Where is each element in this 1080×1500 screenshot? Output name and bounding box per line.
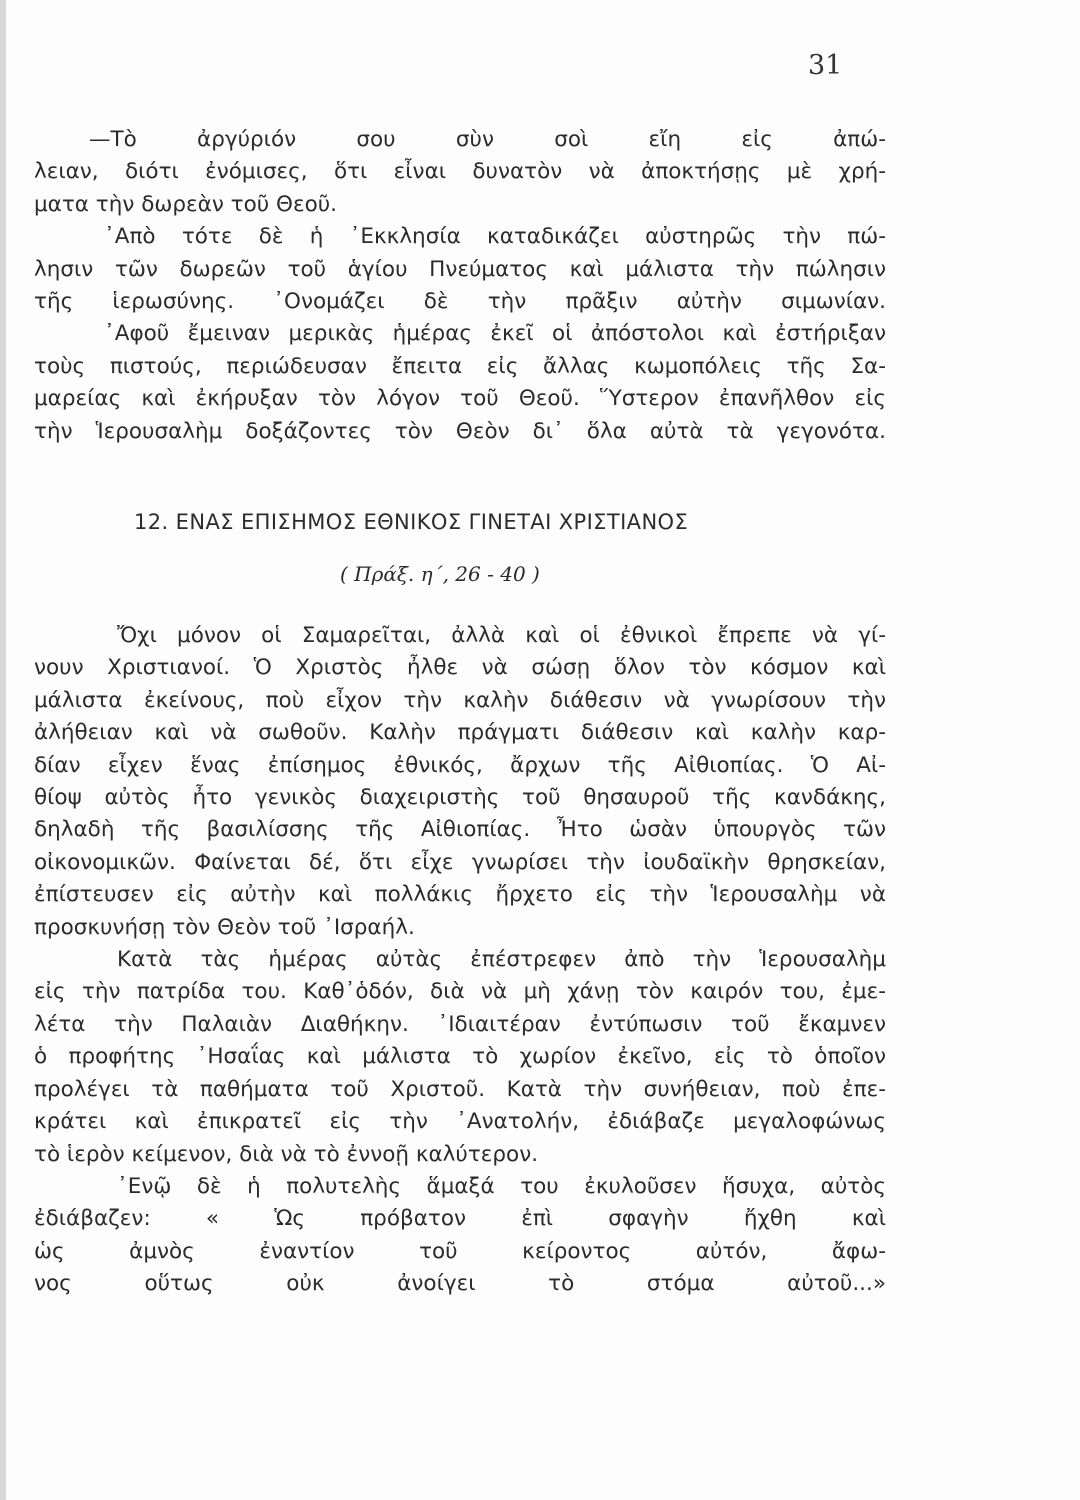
- text-block-intro: [34, 124, 886, 448]
- text-line: ᾿Ενῷ δὲ ἡ πολυτελὴς ἅμαξά του ἐκυλοῦσεν ἥσυχα, αὐτὸς: [117, 1173, 886, 1199]
- text-line: οἰκονομικῶν. Φαίνεται δέ, ὅτι εἶχε γνωρίσει τὴν ἰουδαϊκὴν θρησκείαν,: [34, 849, 886, 875]
- page-number: 31: [808, 50, 843, 81]
- text-line: νος οὕτως οὐκ ἀνοίγει τὸ στόμα αὐτοῦ...»: [34, 1271, 886, 1297]
- text-line: ματα τὴν δωρεὰν τοῦ Θεοῦ.: [34, 191, 338, 217]
- text-line: ἐπίστευσεν εἰς αὐτὴν καὶ πολλάκις ἤρχετο εἰς τὴν Ἱερουσαλὴμ νὰ: [34, 882, 886, 908]
- text-line: μαρείας καὶ ἐκήρυξαν τὸν λόγον τοῦ Θεοῦ. Ὕστερον ἐπανῆλθον εἰς: [34, 386, 886, 412]
- text-line: λέτα τὴν Παλαιὰν Διαθήκην. ᾿Ιδιαιτέραν ἐντύπωσιν τοῦ ἔκαμνεν: [34, 1011, 886, 1037]
- text-block-main: [34, 620, 886, 1301]
- text-line: λειαν, διότι ἐνόμισες, ὅτι εἶναι δυνατὸν νὰ ἀποκτήσῃς μὲ χρή-: [34, 159, 886, 185]
- text-line: τὸ ἱερὸν κείμενον, διὰ νὰ τὸ ἐννοῇ καλύτερον.: [34, 1141, 539, 1167]
- text-line: ᾿Αφοῦ ἔμειναν μερικὰς ἡμέρας ἐκεῖ οἱ ἀπόστολοι καὶ ἐστήριξαν: [104, 321, 886, 347]
- text-line: τὴν Ἱερουσαλὴμ δοξάζοντες τὸν Θεὸν δι᾿ ὅλα αὐτὰ τὰ γεγονότα.: [34, 418, 886, 444]
- text-line: Ὄχι μόνον οἱ Σαμαρεῖται, ἀλλὰ καὶ οἱ ἐθνικοὶ ἔπρεπε νὰ γί-: [117, 623, 886, 648]
- text-line: ἐδιάβαζεν: « Ὡς πρόβατον ἐπὶ σφαγὴν ἤχθη καὶ: [34, 1206, 886, 1232]
- text-line: ᾿Απὸ τότε δὲ ἡ ᾿Εκκλησία καταδικάζει αὐστηρῶς τὴν πώ-: [104, 224, 886, 250]
- page-left-edge: [0, 0, 6, 1500]
- section-heading: 12. ΕΝΑΣ ΕΠΙΣΗΜΟΣ ΕΘΝΙΚΟΣ ΓΙΝΕΤΑΙ ΧΡΙΣΤΙΑΝΟΣ: [134, 510, 689, 534]
- text-line: ὡς ἀμνὸς ἐναντίον τοῦ κείροντος αὐτόν, ἄφω-: [34, 1238, 886, 1264]
- text-line: —Τὸ ἀργύριόν σου σὺν σοὶ εἴη εἰς ἀπώ-: [89, 127, 886, 152]
- text-line: λησιν τῶν δωρεῶν τοῦ ἁγίου Πνεύματος καὶ μάλιστα τὴν πώλησιν: [34, 256, 886, 282]
- text-line: προλέγει τὰ παθήματα τοῦ Χριστοῦ. Κατὰ τὴν συνήθειαν, ποὺ ἐπε-: [34, 1076, 886, 1102]
- text-line: ἀλήθειαν καὶ νὰ σωθοῦν. Καλὴν πράγματι διάθεσιν καὶ καλὴν καρ-: [34, 720, 886, 746]
- text-line: προσκυνήσῃ τὸν Θεὸν τοῦ ᾿Ισραήλ.: [34, 914, 415, 940]
- text-line: ὁ προφήτης ᾿Ησαΐας καὶ μάλιστα τὸ χωρίον ἐκεῖνο, εἰς τὸ ὁποῖον: [34, 1044, 886, 1070]
- text-line: νουν Χριστιανοί. Ὁ Χριστὸς ἦλθε νὰ σώσῃ ὅλον τὸν κόσμον καὶ: [34, 655, 886, 681]
- text-line: εἰς τὴν πατρίδα του. Καθ᾿ὁδόν, διὰ νὰ μὴ χάνῃ τὸν καιρόν του, ἐμε-: [34, 979, 886, 1005]
- text-line: μάλιστα ἐκείνους, ποὺ εἶχον τὴν καλὴν διάθεσιν νὰ γνωρίσουν τὴν: [34, 687, 886, 713]
- text-line: κράτει καὶ ἐπικρατεῖ εἰς τὴν ᾿Ανατολήν, ἐδιάβαζε μεγαλοφώνως: [34, 1109, 886, 1135]
- text-line: δηλαδὴ τῆς βασιλίσσης τῆς Αἰθιοπίας. Ἦτο ὡσὰν ὑπουργὸς τῶν: [34, 817, 886, 843]
- scripture-reference: ( Πράξ. η΄, 26 - 40 ): [340, 562, 540, 586]
- text-line: τοὺς πιστούς, περιώδευσαν ἔπειτα εἰς ἄλλας κωμοπόλεις τῆς Σα-: [34, 353, 886, 379]
- text-line: τῆς ἱερωσύνης. ᾿Ονομάζει δὲ τὴν πρᾶξιν αὐτὴν σιμωνίαν.: [34, 289, 886, 315]
- text-line: θίοψ αὐτὸς ἦτο γενικὸς διαχειριστὴς τοῦ θησαυροῦ τῆς κανδάκης,: [34, 785, 886, 811]
- text-line: δίαν εἶχεν ἕνας ἐπίσημος ἐθνικός, ἄρχων τῆς Αἰθιοπίας. Ὁ Αἰ-: [34, 752, 886, 778]
- text-line: Κατὰ τὰς ἡμέρας αὐτὰς ἐπέστρεφεν ἀπὸ τὴν Ἱερουσαλὴμ: [117, 947, 886, 973]
